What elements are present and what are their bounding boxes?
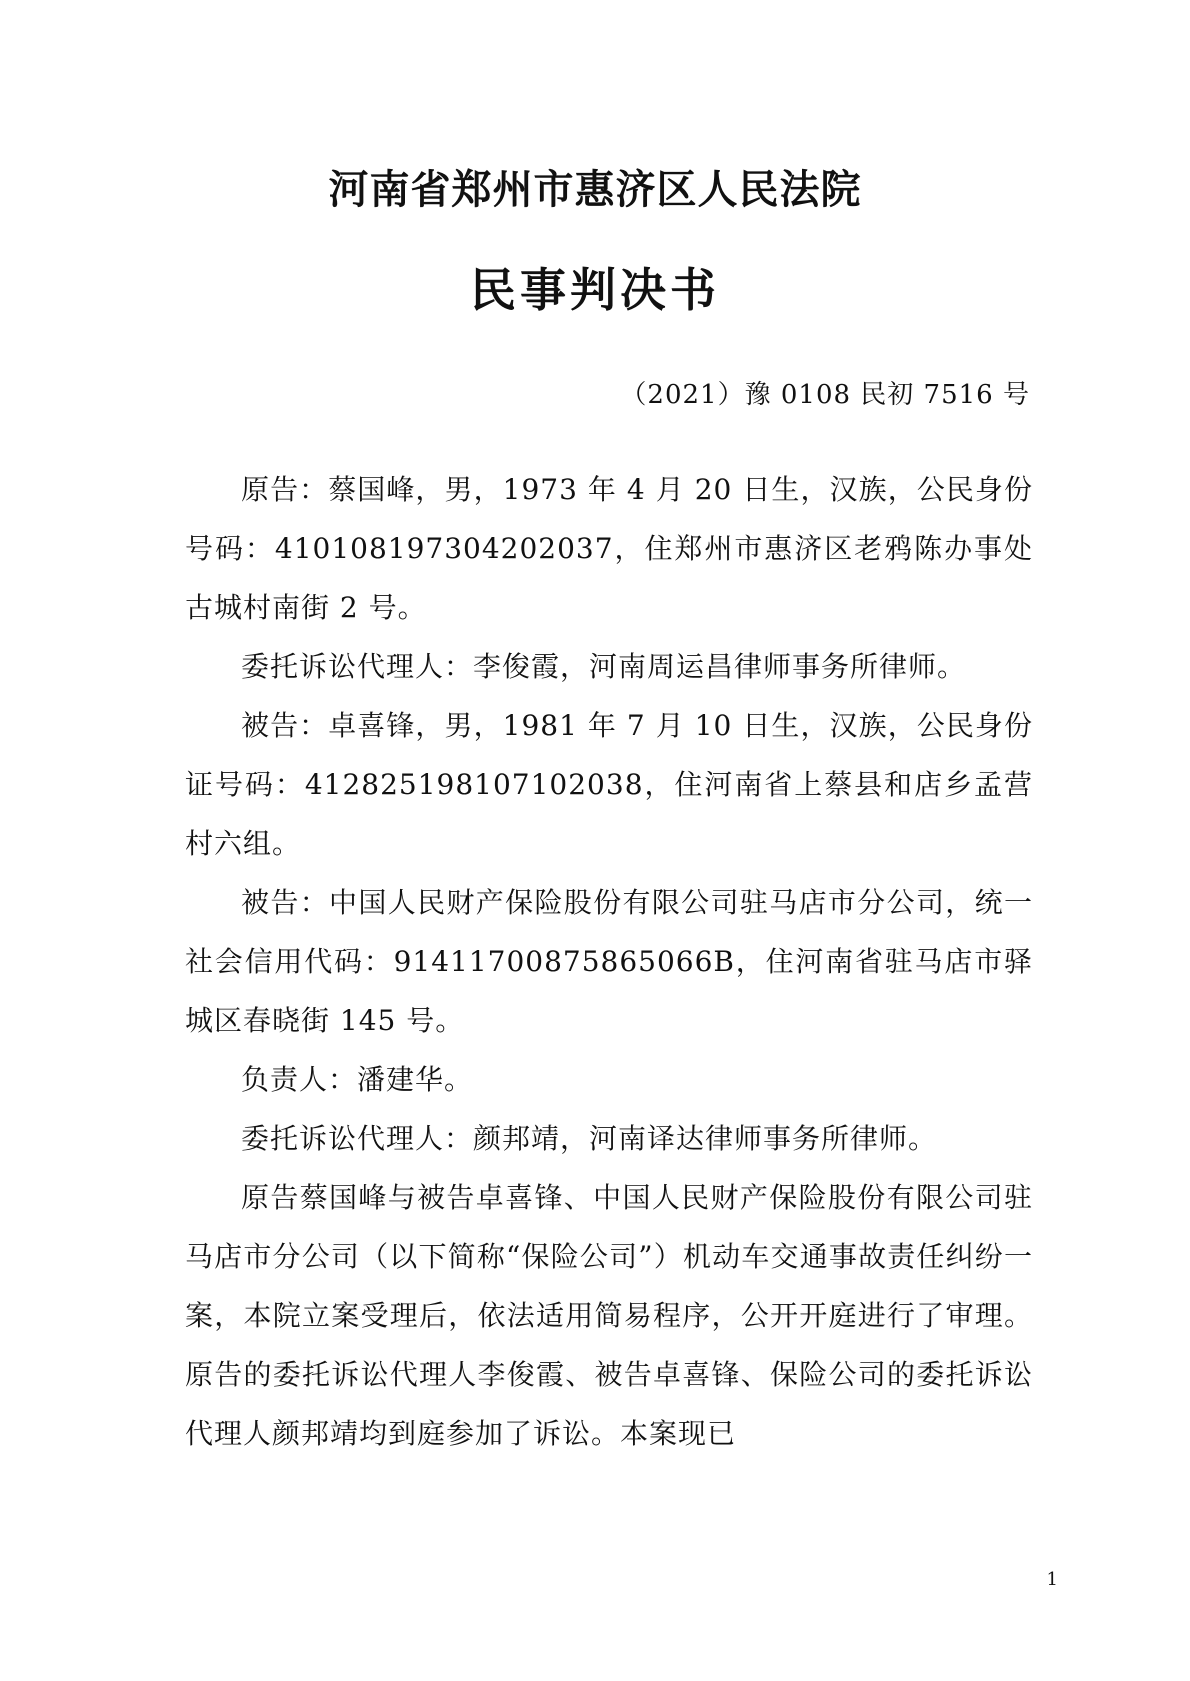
plaintiff-agent-paragraph: 委托诉讼代理人：李俊霞，河南周运昌律师事务所律师。 (241, 650, 967, 683)
case-number: （2021）豫 0108 民初 7516 号 (620, 380, 1030, 410)
defendant-2-responsible-person: 负责人：潘建华。 (241, 1063, 474, 1096)
page-number: 1 (1046, 1569, 1058, 1590)
defendant-2-paragraph: 被告：中国人民财产保险股份有限公司驻马店市分公司，统一社会信用代码：91411700875865066B，住河南省驻马店市驿城区春晓街 145 号。 (185, 886, 1033, 1037)
defendant-2-agent-paragraph: 委托诉讼代理人：颜邦靖，河南译达律师事务所律师。 (241, 1122, 938, 1155)
plaintiff-paragraph: 原告：蔡国峰，男，1973 年 4 月 20 日生，汉族，公民身份号码：410108197304202037，住郑州市惠济区老鸦陈办事处古城村南街 2 号。 (185, 473, 1033, 624)
judgment-body (185, 460, 1033, 1463)
document-type-title: 民事判决书 (470, 263, 720, 317)
case-summary-paragraph: 原告蔡国峰与被告卓喜锋、中国人民财产保险股份有限公司驻马店市分公司（以下简称“保险公司”）机动车交通事故责任纠纷一案，本院立案受理后，依法适用简易程序，公开开庭进行了审理。原告的委托诉讼代理人李俊霞、被告卓喜锋、保险公司的委托诉讼代理人颜邦靖均到庭参加了诉讼。本案现已 (185, 1181, 1033, 1450)
court-name: 河南省郑州市惠济区人民法院 (328, 166, 862, 213)
defendant-1-paragraph: 被告：卓喜锋，男，1981 年 7 月 10 日生，汉族，公民身份证号码：412825198107102038，住河南省上蔡县和店乡孟营村六组。 (185, 709, 1033, 860)
